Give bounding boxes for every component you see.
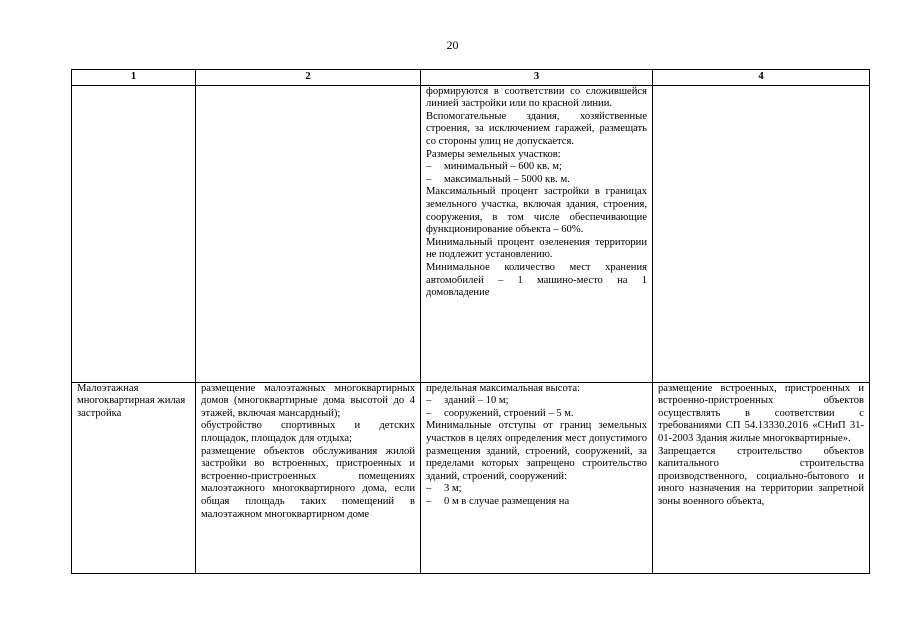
- zone-name: Малоэтажная многоквартирная жилая застройка: [77, 382, 186, 419]
- bullet-text: зданий – 10 м;: [444, 395, 509, 407]
- bullet-item: [426, 496, 647, 509]
- permitted-uses-content: [201, 383, 415, 573]
- bullet-dash: –: [426, 483, 432, 495]
- zoning-regulations-table: [71, 69, 870, 574]
- restrictions-content: [658, 383, 864, 573]
- restrictions-cell: [653, 382, 870, 573]
- paragraph: Вспомогательные здания, хозяйственные строения, за исключением гаражей, размещать со стороны улиц не допускается.: [426, 110, 647, 147]
- column-header-4: 4: [653, 70, 870, 86]
- bullet-text: сооружений, строений – 5 м.: [444, 407, 574, 419]
- bullet-dash: –: [426, 407, 432, 419]
- table-row-continued: [72, 85, 870, 382]
- bullet-dash: –: [426, 161, 432, 173]
- paragraph: обустройство спортивных и детских площадок, площадок для отдыха;: [201, 420, 415, 444]
- zone-name-cell: [72, 382, 196, 573]
- bullet-item: [426, 161, 647, 174]
- paragraph: Размеры земельных участков:: [426, 148, 561, 160]
- paragraph: Минимальное количество мест хранения автомобилей – 1 машино-место на 1 домовладение: [426, 261, 647, 299]
- bullet-dash: –: [426, 395, 432, 407]
- continued-cell-col2: [196, 85, 421, 382]
- column-header-2: 2: [196, 70, 421, 86]
- paragraph: предельная максимальная высота:: [426, 382, 581, 394]
- bullet-text: минимальный – 600 кв. м;: [444, 161, 562, 173]
- table-header-row: [72, 70, 870, 86]
- bullet-item: [426, 408, 647, 421]
- paragraph: размещение малоэтажных многоквартирных домов (многоквартирные дома высотой до 4 этажей, включая мансардный);: [201, 382, 415, 419]
- continued-col3-content: [426, 86, 647, 300]
- paragraph: размещение встроенных, пристроенных и встроенно-пристроенных объектов осуществлять в соответствии с требованиями СП 54.13330.2016 «СНиП 31-01-2003 Здания жилые многоквартирные».: [658, 382, 864, 444]
- permitted-uses-cell: [196, 382, 421, 573]
- bullet-text: 3 м;: [444, 483, 462, 495]
- bullet-text: максимальный – 5000 кв. м.: [444, 173, 570, 185]
- bullet-text: 0 м в случае размещения на: [444, 495, 570, 507]
- bullet-item: [426, 174, 647, 187]
- parameters-cell: [421, 382, 653, 573]
- continued-cell-col1: [72, 85, 196, 382]
- bullet-item: [426, 395, 647, 408]
- paragraph: Минимальные отступы от границ земельных участков в целях определения мест допустимого размещения зданий, строений, сооружений, за пределами которых запрещено строительство зданий, строений, сооружений:: [426, 420, 647, 482]
- continued-cell-col3: [421, 85, 653, 382]
- paragraph: размещение объектов обслуживания жилой застройки во встроенных, пристроенных и встроенно-пристроенных помещениях малоэтажного многоквартирного дома, если общая площадь таких помещений в малоэтажном многоквартирном доме: [201, 445, 415, 520]
- table-row-low-rise-housing: [72, 382, 870, 573]
- paragraph: формируются в соответствии со сложившейся линией застройки или по красной линии.: [426, 85, 647, 110]
- bullet-dash: –: [426, 495, 432, 507]
- parameters-content: [426, 383, 647, 573]
- bullet-item: [426, 483, 647, 496]
- column-header-1: 1: [72, 70, 196, 86]
- paragraph: Запрещается строительство объектов капитального строительства производственного, социально-бытового и иного назначения на территории запретной зоны военного объекта,: [658, 445, 864, 507]
- column-header-3: 3: [421, 70, 653, 86]
- page-number: 20: [446, 38, 459, 52]
- paragraph: Минимальный процент озеленения территории не подлежит установлению.: [426, 236, 647, 261]
- bullet-dash: –: [426, 173, 432, 185]
- paragraph: Максимальный процент застройки в границах земельного участка, включая здания, строения, сооружения, в том числе обеспечивающие функционирование объекта – 60%.: [426, 186, 647, 236]
- continued-cell-col4: [653, 85, 870, 382]
